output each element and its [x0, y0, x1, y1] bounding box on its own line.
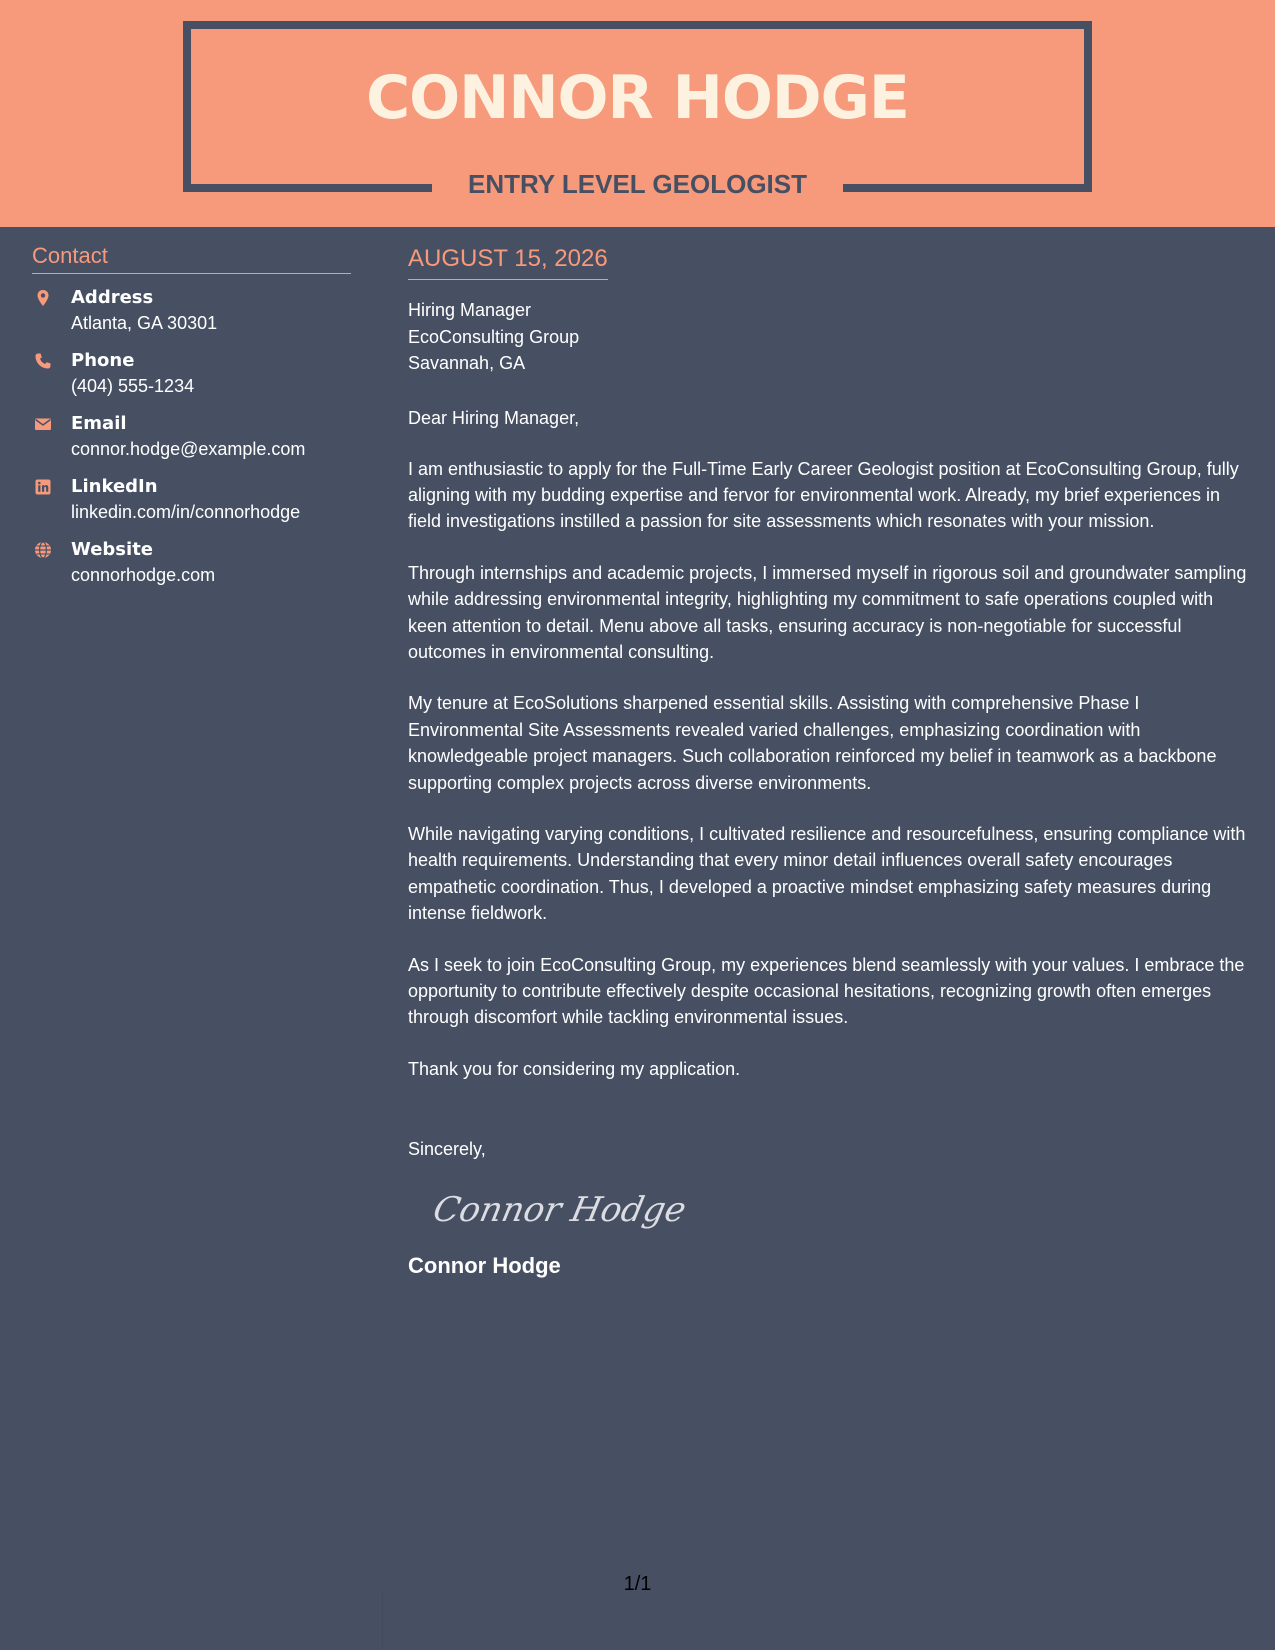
contact-value: linkedin.com/in/connorhodge	[71, 502, 301, 522]
contact-website	[32, 537, 362, 593]
header-frame-bottom-left	[183, 184, 432, 192]
body-paragraph: As I seek to join EcoConsulting Group, my experiences blend seamlessly with your values. I embrace the opportunity to contribute effectively despite occasional hesitations, recognizing growth often emerges through discomfort while tackling environmental issues.	[408, 954, 1245, 1028]
header-frame-bottom-right	[843, 184, 1092, 192]
recipient-line: EcoConsulting Group	[408, 326, 580, 347]
contact-label: Address	[71, 287, 154, 308]
handwritten-signature	[429, 1181, 690, 1241]
contact-label: Email	[71, 413, 127, 434]
contact-label: LinkedIn	[71, 476, 158, 497]
body-paragraph: I am enthusiastic to apply for the Full-Time Early Career Geologist position at EcoConsulting Group, fully aligning with my budding expertise and fervor for environmental work. Already, my brief experiences in field investigations instilled a passion for site assessments which resonates with your mission.	[408, 458, 1239, 532]
contact-label: Phone	[71, 350, 135, 371]
contact-heading: Contact	[32, 241, 351, 274]
contact-value: Atlanta, GA 30301	[71, 313, 218, 333]
applicant-name: CONNOR HODGE	[366, 63, 909, 133]
linkedin-icon	[34, 478, 52, 496]
page-number: 1/1	[623, 1573, 652, 1595]
contact-value: connor.hodge@example.com	[71, 439, 306, 459]
header-banner	[0, 0, 1275, 227]
globe-icon	[34, 541, 52, 559]
envelope-icon	[34, 415, 52, 433]
signer-name: Connor Hodge	[408, 1252, 561, 1278]
contact-address	[32, 285, 362, 341]
recipient-line: Savannah, GA	[408, 353, 526, 373]
map-pin-icon	[34, 289, 52, 307]
contact-phone	[32, 348, 362, 404]
letter-body	[408, 243, 1253, 1281]
closing: Sincerely,	[408, 1138, 486, 1159]
contact-linkedin	[32, 474, 362, 530]
contact-email	[32, 411, 362, 467]
phone-icon	[34, 352, 52, 370]
body-paragraph: While navigating varying conditions, I cultivated resilience and resourcefulness, ensuring compliance with health requirements. Understanding that every minor detail influences overall safety encourages empathetic coordination. Thus, I developed a proactive mindset emphasizing safety measures during intense fieldwork.	[408, 823, 1246, 924]
body-paragraph: My tenure at EcoSolutions sharpened essential skills. Assisting with comprehensive Phase I Environmental Site Assessments revealed varied challenges, emphasizing coordination with knowledgeable project managers. Such collaboration reinforced my belief in teamwork as a backbone supporting complex projects across diverse environments.	[408, 693, 1217, 793]
contact-value: connorhodge.com	[71, 565, 216, 585]
signature-text: Connor Hodge	[429, 1190, 690, 1230]
recipient-block	[408, 297, 1253, 377]
letter-date: AUGUST 15, 2026	[408, 243, 608, 280]
recipient-line: Hiring Manager	[408, 300, 532, 320]
salutation: Dear Hiring Manager,	[408, 407, 580, 428]
thanks-line: Thank you for considering my application.	[408, 1058, 741, 1079]
contact-value: (404) 555-1234	[71, 376, 195, 396]
contact-label: Website	[71, 539, 154, 560]
job-title: ENTRY LEVEL GEOLOGIST	[467, 169, 807, 199]
column-divider	[382, 1590, 383, 1650]
body-paragraph: Through internships and academic projects, I immersed myself in rigorous soil and groundwater sampling while addressing environmental integrity, highlighting my commitment to safe operations coupled with keen attention to detail. Menu above all tasks, ensuring accuracy is non-negotiable for successful outcomes in environmental consulting.	[408, 562, 1247, 662]
